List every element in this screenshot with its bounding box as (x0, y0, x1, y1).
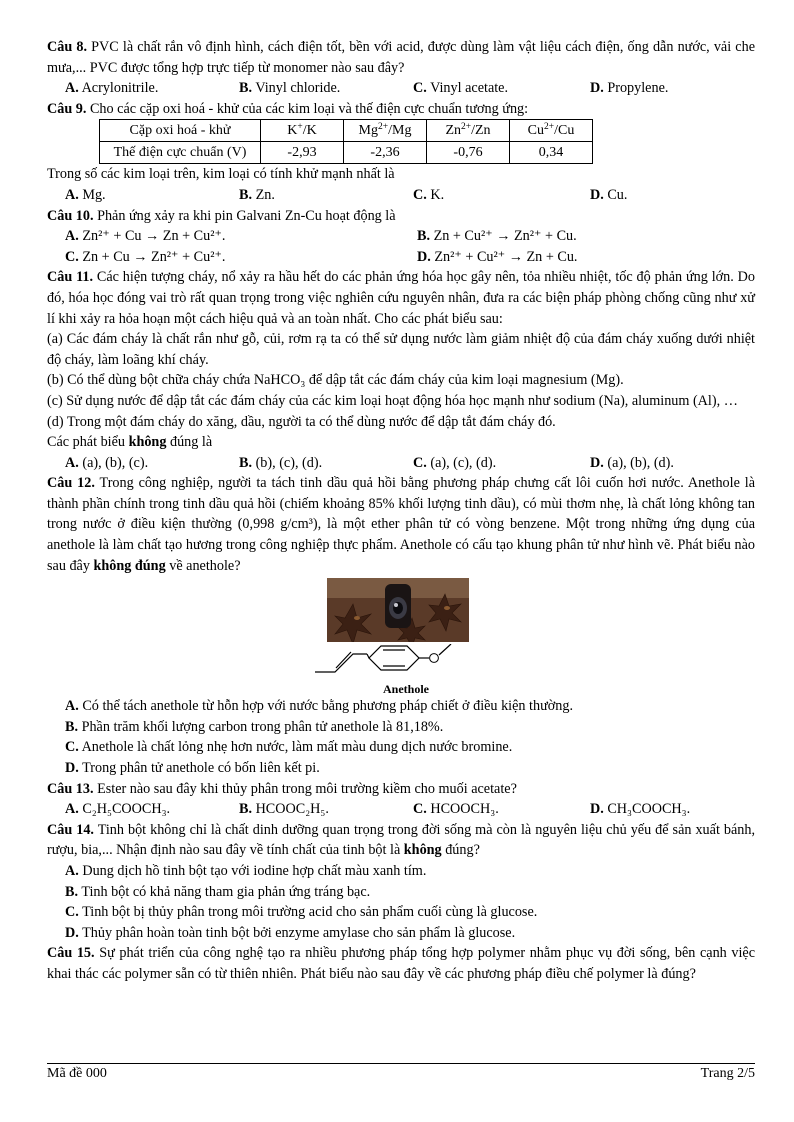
table-row-values (100, 142, 593, 164)
q8-option-a[interactable]: A. Acrylonitrile. (65, 80, 159, 97)
q10-stem (47, 206, 755, 227)
q10-option-a[interactable]: A. Zn²⁺ + Cu → Zn + Cu²⁺. (65, 228, 226, 245)
q10-option-d[interactable]: D. Zn²⁺ + Cu²⁺ → Zn + Cu. (417, 248, 578, 265)
q13-option-c[interactable]: C. HCOOCH₃. (413, 801, 499, 818)
q9-option-b[interactable]: B. Zn. (239, 186, 275, 203)
table-cell-pair: K+/K (261, 120, 344, 142)
q14-option-c[interactable]: C. Tinh bột bị thủy phân trong môi trường acid cho sản phẩm cuối cùng là glucose. (65, 904, 538, 921)
table-cell-pair: $Cu^{2+}/Cu$ (510, 120, 593, 142)
q11-statement-d: (d) Trong một đám cháy do xăng, dầu, người ta có thể dùng nước để dập tắt đám cháy đó. (47, 413, 556, 430)
q8-option-c[interactable]: C. Vinyl acetate. (413, 80, 509, 97)
star-anise-photo (327, 578, 469, 642)
q11-text: Các hiện tượng cháy, nổ xảy ra hầu hết do các phản ứng hóa học gây nên, tỏa nhiều nhiệt, tốc độ phản ứng lớn. Do đó, hóa học đóng vai trò rất quan trọng trong việc nghiên cứu nguyên nhân, đưa ra các biện pháp phòng chống cũng như xử lí khi xảy ra hỏa hoạn một cách hiệu quả và an toàn nhất. Cho các phát biểu sau: (47, 269, 755, 327)
q12-number: Câu 12. (47, 475, 95, 492)
q12-option-c[interactable]: C. Anethole là chất lỏng nhẹ hơn nước, làm mất màu dung dịch nước bromine. (65, 739, 513, 756)
q14-option-b[interactable]: B. Tinh bột có khả năng tham gia phản ứng tráng bạc. (65, 883, 371, 900)
q11-question: Các phát biểu không đúng là (47, 434, 213, 451)
page-number: Trang 2/5 (700, 1066, 755, 1081)
q12-option-d[interactable]: D. Trong phân tử anethole có bốn liên kết pi. (65, 760, 320, 777)
q10-option-c[interactable]: C. Zn + Cu → Zn²⁺ + Cu²⁺. (65, 248, 226, 265)
table-cell-value: -2,36 (344, 142, 427, 164)
anethole-structure (305, 644, 505, 684)
q12-option-b[interactable]: B. Phần trăm khối lượng carbon trong phân tử anethole là 81,18%. (65, 718, 444, 735)
q14-number: Câu 14. (47, 821, 94, 838)
table-cell-value: -2,93 (261, 142, 344, 164)
q11-statement-a: (a) Các đám cháy là chất rắn như gỗ, củi, rơm rạ ta có thể sử dụng nước làm giảm nhiệt độ của đám cháy xuống dưới nhiệt độ cháy, làm loãng khí cháy. (47, 331, 755, 368)
q8-stem (47, 37, 755, 78)
q13-option-d[interactable]: D. CH₃COOCH₃. (590, 801, 691, 818)
table-row-pairs (100, 120, 593, 142)
q9-text: Cho các cặp oxi hoá - khử của các kim loại và thế điện cực chuẩn tương ứng: (89, 100, 529, 117)
q12-option-a[interactable]: A. Có thể tách anethole từ hỗn hợp với nước bằng phương pháp chiết ở điều kiện thường. (65, 698, 574, 715)
figure-caption: Anethole (383, 682, 429, 697)
q15-text: Sự phát triển của công nghệ tạo ra nhiều phương pháp tổng hợp polymer nhằm phục vụ đời sống, bên cạnh việc khai thác các polymer sẵn có từ thiên nhiên. Phát biểu nào sau đây về các phương pháp điều chế polymer là đúng? (47, 945, 756, 982)
q13-option-b[interactable]: B. HCOOC₂H₅. (239, 801, 329, 818)
q14-option-d[interactable]: D. Thủy phân hoàn toàn tinh bột bởi enzyme amylase cho sản phẩm là glucose. (65, 924, 516, 941)
anethole-figure (47, 578, 755, 682)
star-anise-photo-art (327, 578, 469, 642)
q10-text: Phản ứng xảy ra khi pin Galvani Zn-Cu hoạt động là (97, 207, 396, 224)
q11-options (47, 453, 755, 474)
q9-question: Trong số các kim loại trên, kim loại có tính khử mạnh nhất là (47, 166, 395, 183)
page-footer (47, 1063, 755, 1083)
q11-option-b[interactable]: B. (b), (c), (d). (239, 454, 323, 471)
q15-stem (47, 943, 755, 984)
table-header-pair: Cặp oxi hoá - khử (100, 120, 261, 142)
q9-option-c[interactable]: C. K. (413, 186, 445, 203)
q11-option-a[interactable]: A. (a), (b), (c). (65, 454, 149, 471)
table-cell-pair: $Mg^{2+}/Mg$ (344, 120, 427, 142)
q11-option-c[interactable]: C. (a), (c), (d). (413, 454, 497, 471)
q13-number: Câu 13. (47, 780, 94, 797)
table-cell-pair: $Zn^{2+}/Zn$ (427, 120, 510, 142)
q11-statement-c: (c) Sử dụng nước để dập tắt các đám cháy của các kim loại hoạt động hóa học mạnh như sodium (Na), aluminum (Al), … (47, 392, 738, 409)
q9-options (47, 185, 755, 206)
page-content (47, 37, 755, 985)
exam-code: Mã đề 000 (47, 1066, 107, 1081)
q14-stem: Câu 14. Tinh bột không chỉ là chất dinh dưỡng quan trọng trong đời sống mà còn là nguyên liệu chủ yếu để sản xuất bánh, rượu, bia,... Nhận định nào sau đây về tính chất của tinh bột là không đúng? (47, 821, 755, 859)
q8-option-b[interactable]: B. Vinyl chloride. (239, 80, 341, 97)
potential-table (99, 119, 593, 164)
table-cell-value: -0,76 (427, 142, 510, 164)
q10-number: Câu 10. (47, 207, 94, 224)
q8-option-d[interactable]: D. Propylene. (590, 80, 669, 97)
q10-options-row1 (47, 226, 755, 247)
q14-option-a[interactable]: A. Dung dịch hồ tinh bột tạo với iodine hợp chất màu xanh tím. (65, 863, 427, 879)
q13-stem (47, 779, 755, 800)
q11-stem (47, 267, 755, 329)
table-cell-value: 0,34 (510, 142, 593, 164)
table-header-potential: Thế điện cực chuẩn (V) (100, 142, 261, 164)
q8-text: PVC là chất rắn vô định hình, cách điện tốt, bền với acid, được dùng làm vật liệu cách điện, ống dẫn nước, vải che mưa,... PVC được tổng hợp trực tiếp từ monomer nào sau đây? (47, 39, 755, 76)
q10-option-b[interactable]: B. Zn + Cu²⁺ → Zn²⁺ + Cu. (417, 228, 577, 245)
q13-option-a[interactable]: A. C₂H₅COOCH₃. (65, 801, 171, 818)
q8-options (47, 78, 755, 99)
q9-option-a[interactable]: A. Mg. (65, 186, 106, 203)
q8-number: Câu 8. (47, 39, 88, 55)
q13-options (47, 799, 755, 820)
q12-stem: Câu 12. Trong công nghiệp, người ta tách tinh dầu quả hồi bằng phương pháp chưng cất lôi cuốn hơi nước. Anethole là thành phần chính trong tinh dầu quả hồi (chiếm khoảng 85% khối lượng tinh dầu), có mùi thơm nhẹ, là chất lỏng không tan trong nước ở điều kiện thường (0,998 g/cm³), là một ether phân tử có vòng benzene. Một trong những ứng dụng của anethole là làm chất tạo hương trong công nghiệp thực phẩm. Anethole có cấu tạo khung phân tử như hình vẽ. Phát biểu nào sau đây không đúng về anethole? (47, 475, 756, 574)
q9-number: Câu 9. (47, 100, 87, 117)
q9-stem (47, 99, 755, 120)
q11-statement-b: (b) Có thể dùng bột chữa cháy chứa NaHCO₃ để dập tắt các đám cháy của kim loại magnesium (Mg). (47, 372, 624, 389)
q11-number: Câu 11. (47, 269, 94, 286)
q9-option-d[interactable]: D. Cu. (590, 186, 628, 203)
q15-number: Câu 15. (47, 945, 95, 962)
q11-option-d[interactable]: D. (a), (b), (d). (590, 454, 674, 471)
q13-text: Ester nào sau đây khi thủy phân trong môi trường kiềm cho muối acetate? (97, 780, 517, 797)
q10-options-row2 (47, 247, 755, 268)
